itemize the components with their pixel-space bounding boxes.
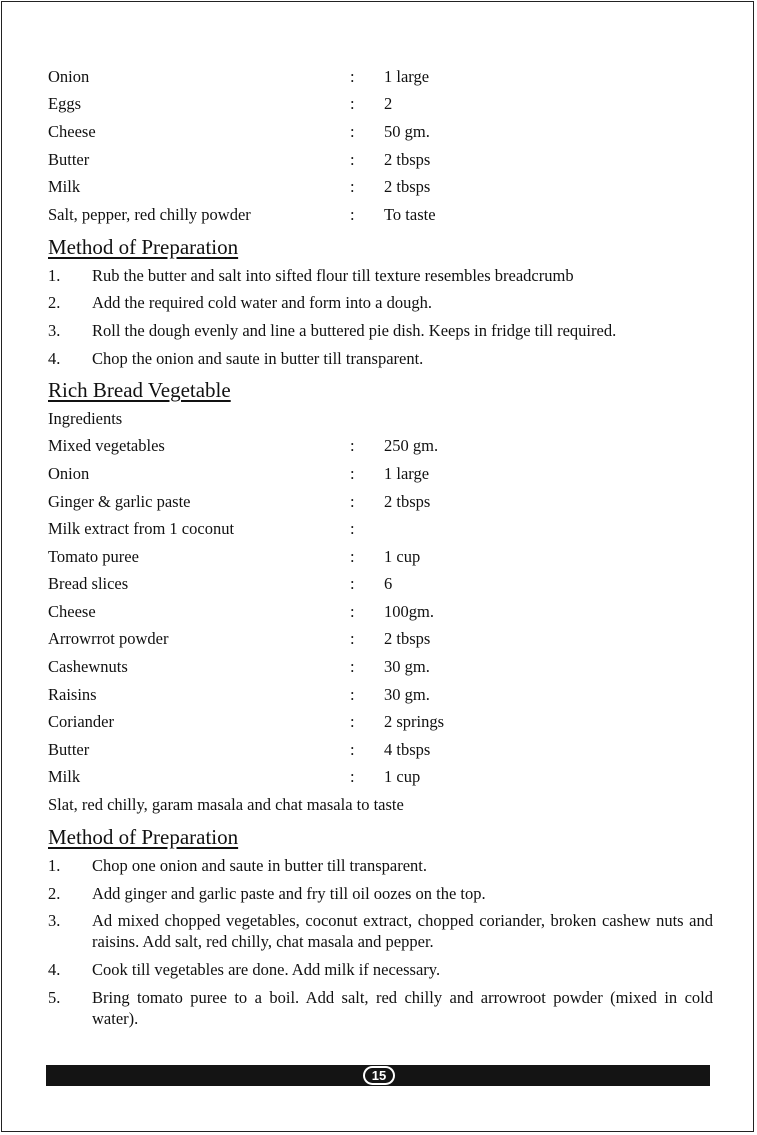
method-steps-1 xyxy=(48,262,713,372)
ingredient-row xyxy=(48,460,713,488)
ingredient-quantity: 2 tbsps xyxy=(384,149,431,169)
ingredient-quantity: 2 tbsps xyxy=(384,177,431,197)
step-number: 5. xyxy=(48,987,61,1007)
page-number-badge xyxy=(363,1066,395,1085)
ingredient-row xyxy=(48,653,713,681)
ingredient-separator: : xyxy=(350,739,355,759)
method-step xyxy=(48,344,713,372)
ingredient-quantity: 250 gm. xyxy=(384,436,439,456)
ingredient-separator: : xyxy=(350,121,355,141)
ingredient-separator: : xyxy=(350,657,355,677)
ingredient-name: Tomato puree xyxy=(48,546,139,566)
ingredient-name: Butter xyxy=(48,149,90,169)
ingredient-row xyxy=(48,63,713,91)
ingredient-quantity: 30 gm. xyxy=(384,657,430,677)
method-step xyxy=(48,317,713,345)
ingredient-name: Cheese xyxy=(48,121,96,141)
step-number: 1. xyxy=(48,856,61,876)
ingredient-list-1 xyxy=(48,63,713,229)
ingredient-row xyxy=(48,488,713,516)
step-number: 1. xyxy=(48,265,61,285)
ingredient-separator: : xyxy=(350,546,355,566)
step-text: Ad mixed chopped vegetables, coconut extract, chopped coriander, broken cashew nuts and raisins. Add salt, red chilly, chat masala and pepper. xyxy=(92,911,713,952)
ingredient-separator: : xyxy=(350,574,355,594)
ingredient-separator: : xyxy=(350,149,355,169)
ingredient-name: Coriander xyxy=(48,712,114,732)
ingredient-quantity: 1 large xyxy=(384,463,430,483)
ingredient-row xyxy=(48,201,713,229)
ingredient-row xyxy=(48,708,713,736)
ingredient-separator: : xyxy=(350,94,355,114)
ingredient-name: Milk xyxy=(48,177,81,197)
ingredient-quantity: 1 cup xyxy=(384,546,421,566)
ingredient-quantity: 100gm. xyxy=(384,601,434,621)
ingredient-list-2 xyxy=(48,433,713,792)
method-steps-2 xyxy=(48,852,713,1032)
method-heading-2: Method of Preparation xyxy=(48,824,239,849)
ingredient-name: Cashewnuts xyxy=(48,657,128,677)
ingredient-name: Bread slices xyxy=(48,574,129,594)
ingredient-name: Onion xyxy=(48,463,90,483)
seasoning-note: Slat, red chilly, garam masala and chat masala to taste xyxy=(48,795,404,815)
ingredient-separator: : xyxy=(350,767,355,787)
step-text: Roll the dough evenly and line a buttered pie dish. Keeps in fridge till required. xyxy=(92,321,617,341)
ingredient-row xyxy=(48,146,713,174)
ingredient-separator: : xyxy=(350,66,355,86)
step-text: Cook till vegetables are done. Add milk if necessary. xyxy=(92,959,441,979)
ingredient-quantity: 2 springs xyxy=(384,712,445,732)
method-step xyxy=(48,852,713,880)
ingredients-label: Ingredients xyxy=(48,408,123,428)
ingredient-separator: : xyxy=(350,177,355,197)
ingredient-quantity: 1 large xyxy=(384,66,430,86)
ingredient-name: Onion xyxy=(48,66,90,86)
step-text: Add the required cold water and form into a dough. xyxy=(92,293,432,313)
step-number: 3. xyxy=(48,321,61,341)
ingredient-separator: : xyxy=(350,519,355,539)
ingredient-separator: : xyxy=(350,712,355,732)
method-step xyxy=(48,289,713,317)
ingredient-name: Mixed vegetables xyxy=(48,436,165,456)
ingredient-row xyxy=(48,173,713,201)
recipe-title: Rich Bread Vegetable xyxy=(48,377,231,402)
ingredient-quantity: 2 tbsps xyxy=(384,491,431,511)
page-content xyxy=(48,63,713,1032)
ingredient-separator: : xyxy=(350,629,355,649)
step-text: Rub the butter and salt into sifted flour till texture resembles breadcrumb xyxy=(92,265,574,285)
ingredient-row xyxy=(48,626,713,654)
method-step xyxy=(48,879,713,907)
ingredient-name: Milk xyxy=(48,767,81,787)
method-step xyxy=(48,262,713,290)
method-step xyxy=(48,983,713,1032)
ingredient-name: Arrowrrot powder xyxy=(48,629,169,649)
method-step xyxy=(48,956,713,984)
ingredient-name: Cheese xyxy=(48,601,96,621)
ingredient-separator: : xyxy=(350,491,355,511)
ingredient-separator: : xyxy=(350,684,355,704)
ingredient-quantity: 4 tbsps xyxy=(384,739,431,759)
ingredient-name: Raisins xyxy=(48,684,97,704)
step-text: Bring tomato puree to a boil. Add salt, red chilly and arrowroot powder (mixed in cold water). xyxy=(92,987,713,1028)
ingredient-separator: : xyxy=(350,436,355,456)
step-text: Chop one onion and saute in butter till transparent. xyxy=(92,856,427,876)
ingredient-row xyxy=(48,433,713,461)
page-number: 15 xyxy=(365,1068,393,1083)
ingredient-quantity: 2 xyxy=(384,94,393,114)
ingredient-separator: : xyxy=(350,601,355,621)
step-number: 3. xyxy=(48,911,61,931)
step-text: Chop the onion and saute in butter till transparent. xyxy=(92,348,424,368)
ingredient-name: Salt, pepper, red chilly powder xyxy=(48,204,251,224)
ingredient-row xyxy=(48,598,713,626)
ingredient-name: Butter xyxy=(48,739,90,759)
ingredient-row xyxy=(48,515,713,543)
step-number: 2. xyxy=(48,883,61,903)
step-text: Add ginger and garlic paste and fry till oil oozes on the top. xyxy=(92,883,486,903)
ingredient-quantity: 2 tbsps xyxy=(384,629,431,649)
ingredient-row xyxy=(48,681,713,709)
ingredient-row xyxy=(48,118,713,146)
ingredient-row xyxy=(48,543,713,571)
ingredient-quantity: 1 cup xyxy=(384,767,421,787)
ingredient-separator: : xyxy=(350,463,355,483)
ingredient-quantity: 50 gm. xyxy=(384,121,430,141)
ingredient-separator: : xyxy=(350,204,355,224)
ingredient-name: Ginger & garlic paste xyxy=(48,491,191,511)
ingredient-quantity: 6 xyxy=(384,574,393,594)
method-heading-1: Method of Preparation xyxy=(48,234,239,259)
step-number: 2. xyxy=(48,293,61,313)
ingredient-quantity: To taste xyxy=(384,204,436,224)
step-number: 4. xyxy=(48,959,61,979)
step-number: 4. xyxy=(48,348,61,368)
ingredient-row xyxy=(48,91,713,119)
ingredient-row xyxy=(48,764,713,792)
ingredient-name: Milk extract from 1 coconut xyxy=(48,519,235,539)
ingredient-row xyxy=(48,736,713,764)
ingredient-name: Eggs xyxy=(48,94,81,114)
method-step xyxy=(48,907,713,956)
ingredient-quantity: 30 gm. xyxy=(384,684,430,704)
ingredient-row xyxy=(48,571,713,599)
